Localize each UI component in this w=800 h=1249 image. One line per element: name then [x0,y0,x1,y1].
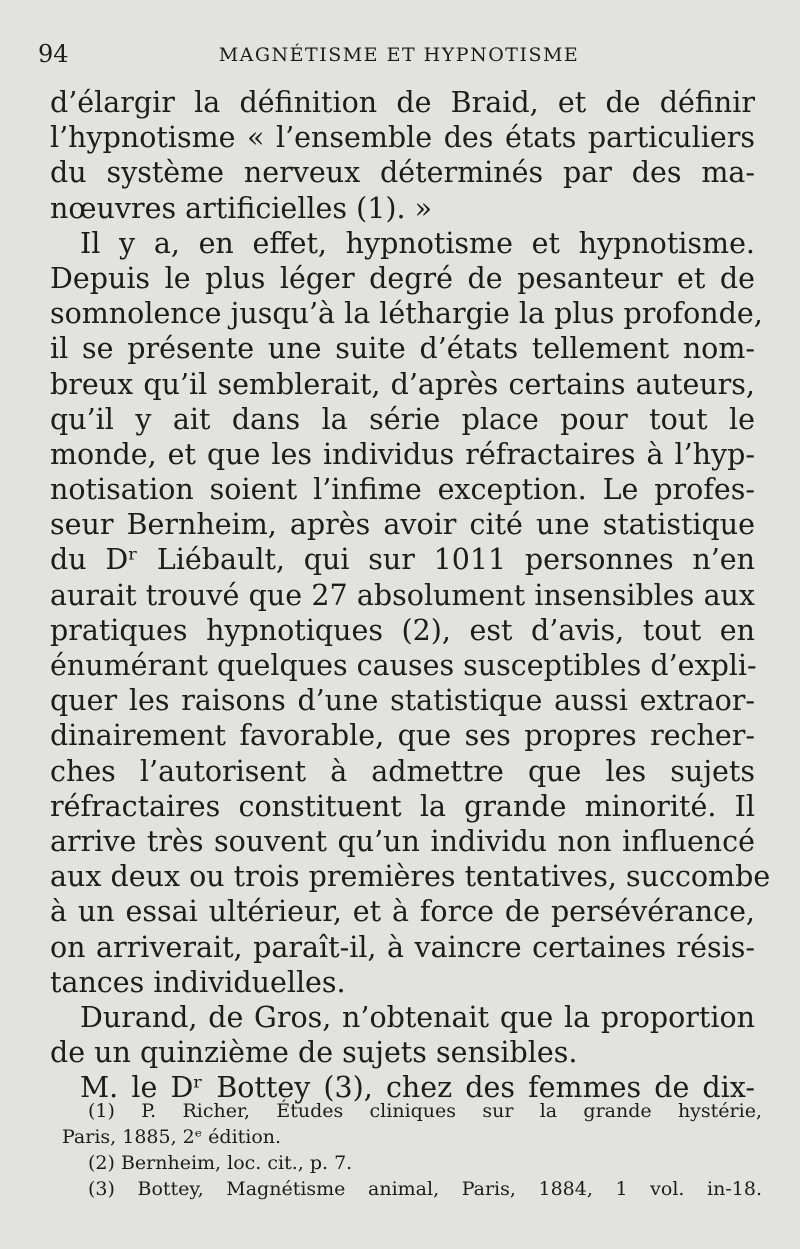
text-line: aux deux ou trois premières tentatives, succombe [50,860,771,894]
text-line: réfractaires constituent la grande minorité. Il [50,789,755,823]
text-line: nœuvres artificielles (1). » [50,191,433,225]
text-line: monde, et que les individus réfractaires à l’hyp- [50,437,755,471]
text-line: seur Bernheim, après avoir cité une statistique [50,508,755,542]
text-line: dinairement favorable, que ses propres recher- [50,719,755,753]
text-line: pratiques hypnotiques (2), est d’avis, tout en [50,613,755,647]
text-line: d’élargir la définition de Braid, et de définir [50,86,755,119]
text-line: tances individuelles. [50,965,346,999]
text-line: il se présente une suite d’états tellement nom- [50,332,755,366]
text-line: on arriverait, paraît-il, à vaincre certaines résis- [50,930,755,964]
text-line: aurait trouvé que 27 absolument insensibles aux [50,578,755,612]
footnotes [62,1098,762,1202]
text-line: somnolence jusqu’à la léthargie la plus profonde, [50,297,763,331]
text-line: arrive très souvent qu’un individu non influencé [50,824,755,858]
footnote-line: (1) P. Richer, Études cliniques sur la grande hystérie, [88,1100,762,1122]
text-line: du Dʳ Liébault, qui sur 1011 personnes n’en [50,543,755,577]
page-header [38,40,760,74]
text-line: à un essai ultérieur, et à force de persévérance, [50,895,755,929]
text-line: breux qu’il semblerait, d’après certains auteurs, [50,367,755,401]
text-line: ches l’autorisent à admettre que les sujets [50,754,755,788]
body-text [50,85,771,1105]
text-line: qu’il y ait dans la série place pour tout le [50,402,755,436]
footnote-line: Paris, 1885, 2ᵉ édition. [62,1126,282,1148]
text-line: de un quinzième de sujets sensibles. [50,1036,578,1070]
footnote-line: (3) Bottey, Magnétisme animal, Paris, 1884, 1 vol. in-18. [88,1178,762,1200]
text-line: du système nerveux déterminés par des ma- [50,156,755,190]
footnote-line: (2) Bernheim, loc. cit., p. 7. [88,1152,353,1174]
text-line: l’hypnotisme « l’ensemble des états particuliers [50,121,755,155]
running-head: MAGNÉTISME ET HYPNOTISME [218,44,580,66]
text-line: Il y a, en effet, hypnotisme et hypnotisme. [80,226,755,260]
page-number: 94 [38,40,69,68]
text-line: M. le Dʳ Bottey (3), chez des femmes de dix- [80,1071,755,1105]
text-line: énumérant quelques causes susceptibles d’expli- [50,649,757,682]
text-line: notisation soient l’infime exception. Le profes- [50,473,755,507]
text-line: Durand, de Gros, n’obtenait que la proportion [80,1000,755,1034]
text-line: Depuis le plus léger degré de pesanteur et de [50,261,755,295]
text-line: quer les raisons d’une statistique aussi extraor- [50,684,755,718]
